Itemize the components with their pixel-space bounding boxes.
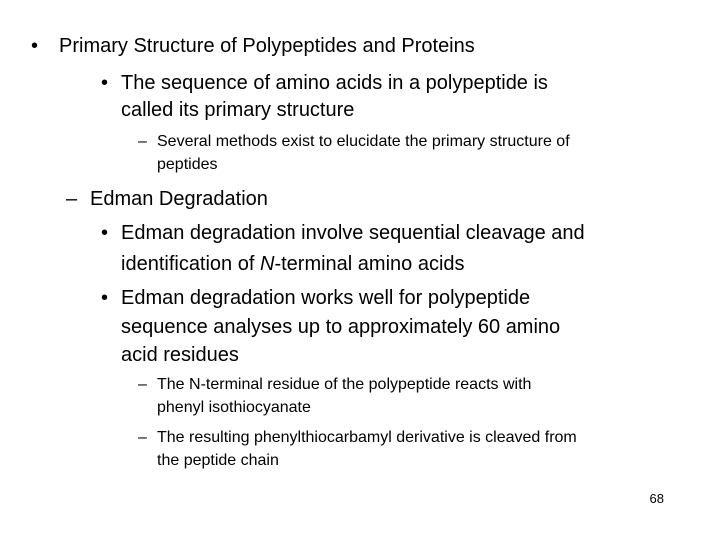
dash-marker: – [66, 188, 78, 210]
dash-marker: – [138, 133, 147, 150]
text-segment: identification of [121, 253, 260, 275]
page-number: 68 [649, 491, 664, 506]
bullet-works-well [0, 283, 720, 375]
dash-text-line-1: The N-terminal residue of the polypeptide reacts with [157, 376, 532, 393]
bullet-text-line-2: sequence analyses up to approximately 60 amino [121, 316, 561, 338]
bullet-sequential-cleavage [0, 218, 720, 278]
dash-text-line-2: the peptide chain [157, 452, 279, 469]
dash-edman-degradation [0, 186, 720, 212]
bullet-text-line-2: called its primary structure [121, 99, 355, 121]
bullet-text-line-2 [121, 249, 465, 279]
dash-text-line-2: peptides [157, 156, 218, 173]
bullet-text-line-1: Edman degradation works well for polypeptide [121, 287, 531, 309]
dash-marker: – [138, 429, 147, 446]
bullet-marker: • [31, 35, 39, 57]
bullet-marker: • [101, 222, 109, 244]
bullet-text-line-3: acid residues [121, 344, 239, 366]
bullet-text-line-1: The sequence of amino acids in a polypeptide is [121, 72, 548, 94]
dash-text-line-1: The resulting phenylthiocarbamyl derivative is cleaved from [157, 429, 577, 446]
italic-n: N [259, 253, 275, 275]
bullet-text: Primary Structure of Polypeptides and Proteins [59, 35, 475, 57]
bullet-marker: • [101, 72, 109, 94]
dash-marker: – [138, 376, 147, 393]
dash-text-line-2: phenyl isothiocyanate [157, 399, 311, 416]
dash-heading-text: Edman Degradation [90, 188, 268, 210]
dash-n-terminal-residue [0, 373, 720, 419]
bullet-sequence-definition [0, 68, 720, 128]
bullet-text-line-1: Edman degradation involve sequential cleavage and [121, 222, 585, 244]
bullet-primary-structure [0, 33, 720, 59]
text-segment: -terminal amino acids [274, 253, 465, 275]
dash-text-line-1: Several methods exist to elucidate the primary structure of [157, 133, 570, 150]
dash-derivative-cleaved [0, 426, 720, 472]
bullet-marker: • [101, 287, 109, 309]
dash-several-methods [0, 130, 720, 176]
